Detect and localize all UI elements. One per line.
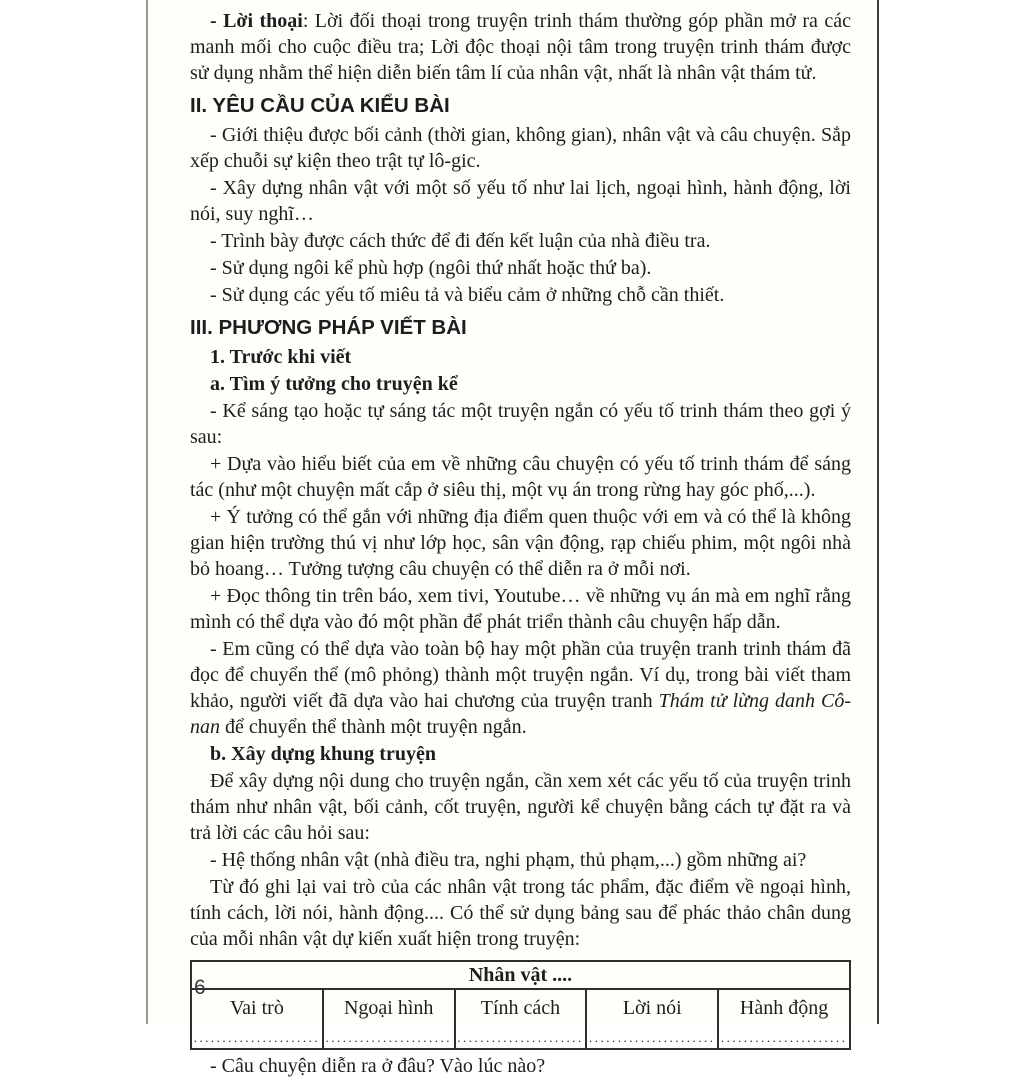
page-number: 6: [194, 976, 206, 999]
dialogue-text: : Lời đối thoại trong truyện trinh thám thường góp phần mở ra các manh mối cho cuộc điều tra; Lời độc thoại nội tâm trong truyện trinh thám được sử dụng nhằm thể hiện diễn biến tâm lí của nhân vật, nhất là nhân vật thám tử.: [190, 10, 851, 84]
table-title: Nhân vật ....: [191, 961, 850, 989]
column-label: Vai trò: [229, 997, 284, 1019]
question-characters: - Hệ thống nhân vật (nhà điều tra, nghi phạm, thủ phạm,...) gồm những ai?: [210, 849, 807, 871]
table-cell-personality: [455, 989, 587, 1049]
table-cell-appearance: [323, 989, 455, 1049]
character-sketch-table: [190, 960, 851, 1050]
column-label: Lời nói: [622, 997, 682, 1019]
dotted-fill-line: ......................: [193, 1030, 321, 1045]
subheading-story-frame: b. Xây dựng khung truyện: [210, 743, 436, 765]
page-content: [148, 0, 877, 1079]
paragraph-adaptation: [190, 636, 851, 740]
requirement-item: - Xây dựng nhân vật với một số yếu tố như lai lịch, ngoại hình, hành động, lời nói, suy nghĩ…: [190, 177, 851, 225]
requirement-item: - Sử dụng các yếu tố miêu tả và biểu cảm ở những chỗ cần thiết.: [210, 284, 725, 306]
paragraph-table-intro: Từ đó ghi lại vai trò của các nhân vật trong tác phẩm, đặc điểm về ngoại hình, tính cách, lời nói, hành động.... Có thể sử dụng bảng sau để phác thảo chân dung của mỗi nhân vật dự kiến xuất hiện trong truyện:: [190, 876, 851, 950]
adaptation-text-post: để chuyển thể thành một truyện ngắn.: [220, 716, 527, 738]
subheading-find-ideas: a. Tìm ý tưởng cho truyện kể: [210, 373, 458, 395]
dotted-fill-line: ......................: [720, 1030, 848, 1045]
dotted-fill-line: ......................: [325, 1030, 452, 1045]
dialogue-term: - Lời thoại: [210, 10, 303, 32]
section-heading-method: III. PHƯƠNG PHÁP VIẾT BÀI: [190, 316, 467, 339]
question-setting: - Câu chuyện diễn ra ở đâu? Vào lúc nào?: [210, 1055, 546, 1077]
idea-item: + Ý tưởng có thể gắn với những địa điểm quen thuộc với em và có thể là không gian hiện trường thú vị như lớp học, sân vận động, rạp chiếu phim, một ngôi nhà bỏ hoang… Tưởng tượng câu chuyện có thể diễn ra ở mỗi nơi.: [190, 506, 851, 580]
idea-item: - Kể sáng tạo hoặc tự sáng tác một truyện ngắn có yếu tố trinh thám theo gợi ý sau:: [190, 400, 851, 448]
paragraph-frame-intro: Để xây dựng nội dung cho truyện ngắn, cần xem xét các yếu tố của truyện trinh thám như nhân vật, bối cảnh, cốt truyện, người kể chuyện bằng cách tự đặt ra và trả lời các câu hỏi sau:: [190, 770, 851, 844]
requirement-item: - Giới thiệu được bối cảnh (thời gian, không gian), nhân vật và câu chuyện. Sắp xếp chuỗi sự kiện theo trật tự lô-gic.: [190, 124, 851, 172]
column-label: Ngoại hình: [343, 997, 434, 1019]
book-page: [146, 0, 879, 1077]
table-header-row: [191, 989, 850, 1049]
dotted-fill-line: ......................: [589, 1030, 716, 1045]
column-label: Hành động: [739, 997, 829, 1019]
table-cell-role: [191, 989, 323, 1049]
requirement-item: - Trình bày được cách thức để đi đến kết luận của nhà điều tra.: [210, 230, 711, 252]
idea-item: + Dựa vào hiểu biết của em về những câu chuyện có yếu tố trinh thám để sáng tác (như một chuyện mất cắp ở siêu thị, một vụ án trong rừng hay góc phố,...).: [190, 453, 851, 501]
table-title-row: [191, 961, 850, 989]
section-heading-requirements: II. YÊU CẦU CỦA KIỂU BÀI: [190, 94, 450, 117]
paragraph-dialogue-note: [190, 8, 851, 86]
idea-item: + Đọc thông tin trên báo, xem tivi, Youtube… về những vụ án mà em nghĩ rằng mình có thể dựa vào đó một phần để phát triển thành câu chuyện hấp dẫn.: [190, 585, 851, 633]
adaptation-text-pre: - Em cũng có thể dựa vào toàn bộ hay một phần của truyện tranh trinh thám đã đọc để chuyển thể (mô phỏng) thành một truyện ngắn. Ví dụ, trong bài viết tham khảo, người viết đã dựa vào hai chương của truyện tranh: [190, 638, 851, 712]
table-cell-action: [718, 989, 850, 1049]
dotted-fill-line: ......................: [457, 1030, 584, 1045]
subheading-before-writing: 1. Trước khi viết: [210, 346, 352, 368]
book-title-conan: Thám tử lừng danh Cô-nan: [190, 690, 851, 738]
requirement-item: - Sử dụng ngôi kể phù hợp (ngôi thứ nhất hoặc thứ ba).: [210, 257, 652, 279]
column-label: Tính cách: [480, 997, 561, 1019]
table-cell-speech: [586, 989, 718, 1049]
